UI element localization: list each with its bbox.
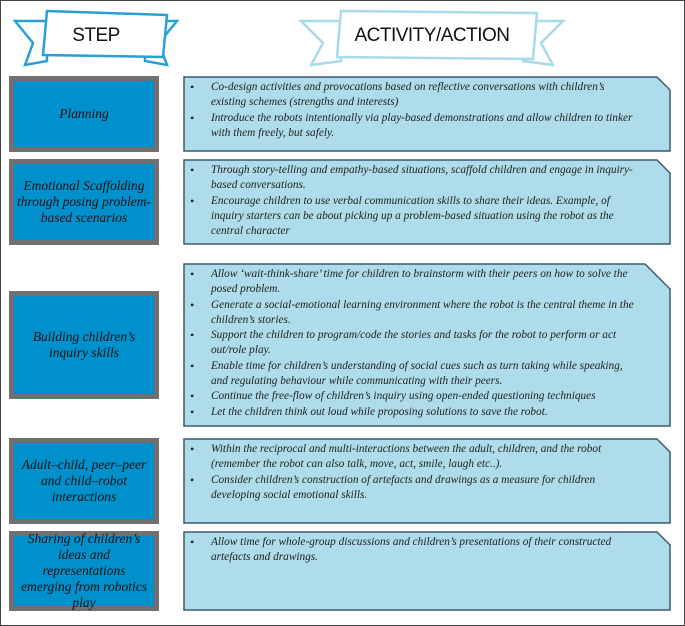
activity-item: • Co-design activities and provocations based on reflective conversations with children’s existing schemes (strengths and interests) bbox=[211, 80, 641, 111]
step-box: Emotional Scaffolding through posing problem-based scenarios bbox=[9, 159, 159, 245]
activity-item: • Let the children think out loud while proposing solutions to save the robot. bbox=[211, 405, 641, 420]
activity-item: • Introduce the robots intentionally via play-based demonstrations and allow children to tinker with them freely, but safely. bbox=[211, 111, 641, 142]
activity-list bbox=[183, 438, 671, 503]
activity-item: • Support the children to program/code the stories and tasks for the robot to perform or act out/role play. bbox=[211, 328, 641, 359]
activity-list bbox=[183, 159, 671, 239]
activity-box bbox=[183, 263, 671, 427]
activity-item: • Within the reciprocal and multi-interactions between the adult, children, and the robot (remember the robot can also talk, move, act, smile, laugh etc..). bbox=[211, 442, 641, 473]
activity-box bbox=[183, 76, 671, 152]
activity-list bbox=[183, 263, 671, 420]
activity-item: • Consider children’s construction of artefacts and drawings as a measure for children developing social emotional skills. bbox=[211, 473, 641, 504]
step-box: Building children’s inquiry skills bbox=[9, 291, 159, 399]
activity-box bbox=[183, 531, 671, 611]
activity-item: • Allow ‘wait-think-share’ time for children to brainstorm with their peers on how to solve the posed problem. bbox=[211, 267, 641, 298]
activity-box bbox=[183, 159, 671, 245]
step-header: STEP bbox=[72, 25, 120, 46]
activity-item: • Through story-telling and empathy-based situations, scaffold children and engage in inquiry-based conversations. bbox=[211, 163, 641, 194]
activity-list bbox=[183, 76, 671, 141]
step-box: Sharing of children’s ideas and representations emerging from robotics play bbox=[9, 531, 159, 611]
activity-item: • Encourage children to use verbal communication skills to share their ideas. Example, of inquiry starters can be about picking up a problem-based situation using the robot as the central character bbox=[211, 194, 641, 240]
activity-box bbox=[183, 438, 671, 524]
step-box: Adult–child, peer–peer and child–robot interactions bbox=[9, 438, 159, 524]
activity-header-ribbon bbox=[297, 7, 567, 69]
activity-item: • Continue the free-flow of children’s inquiry using open-ended questioning techniques bbox=[211, 389, 641, 404]
activity-item: • Enable time for children’s understanding of social cues such as turn taking while speaking, and regulating behaviour while communicating with their peers. bbox=[211, 359, 641, 390]
activity-item: • Generate a social-emotional learning environment where the robot is the central theme in the children’s stories. bbox=[211, 298, 641, 329]
activity-item: • Allow time for whole-group discussions and children’s presentations of their constructed artefacts and drawings. bbox=[211, 535, 641, 566]
step-header-ribbon bbox=[11, 7, 181, 69]
step-box: Planning bbox=[9, 76, 159, 152]
activity-list bbox=[183, 531, 671, 566]
activity-header: ACTIVITY/ACTION bbox=[354, 25, 510, 46]
